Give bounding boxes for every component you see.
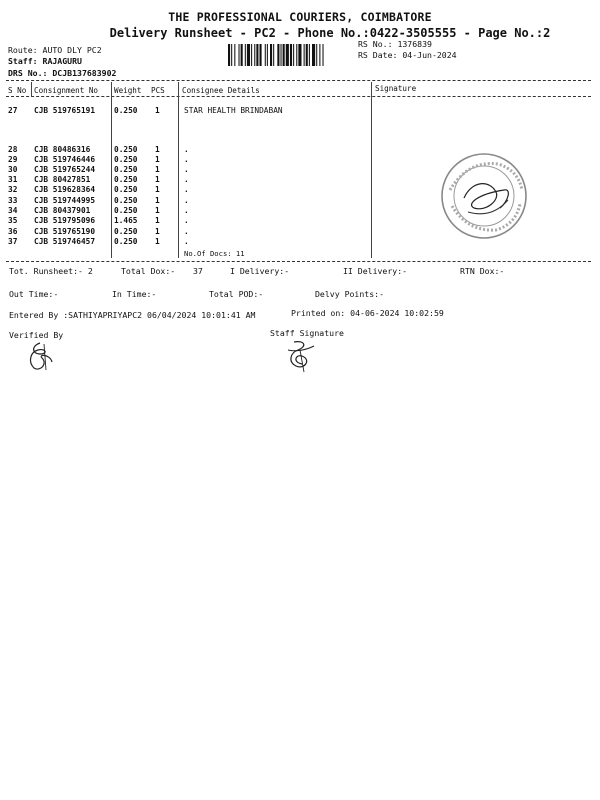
barcode-bar xyxy=(245,44,246,66)
company-name: THE PROFESSIONAL COURIERS, COIMBATORE xyxy=(168,10,432,24)
barcode-bar xyxy=(239,44,240,66)
barcode xyxy=(228,44,354,66)
cell-consignment: CJB 519628364 xyxy=(34,185,96,194)
cell-weight: 0.250 xyxy=(114,106,138,115)
cell-pcs: 1 xyxy=(155,106,160,115)
cell-sno: 28 xyxy=(8,145,18,154)
table-header-rule xyxy=(6,96,591,97)
cell-sno: 34 xyxy=(8,206,18,215)
barcode-bar xyxy=(270,44,272,66)
total-pod: Total POD:- xyxy=(209,289,264,299)
barcode-bar xyxy=(260,44,262,66)
header-signature: Signature xyxy=(375,84,417,93)
header-sno: S No xyxy=(8,86,27,95)
rs-date-row xyxy=(358,50,457,60)
runsheet-title: Delivery Runsheet - PC2 - Phone No.:0422-3505555 - Page No.:2 xyxy=(109,26,551,40)
cell-weight: 0.250 xyxy=(114,155,138,164)
cell-weight: 0.250 xyxy=(114,227,138,236)
rs-no-label: RS No.: xyxy=(358,39,393,49)
header-consignment: Consignment No xyxy=(34,86,99,95)
cell-consignee: . xyxy=(184,145,189,154)
cell-weight: 0.250 xyxy=(114,165,138,174)
staff-signature-label: Staff Signature xyxy=(270,328,344,338)
header-consignee: Consignee Details xyxy=(182,86,260,95)
cell-pcs: 1 xyxy=(155,165,160,174)
verifier-signature xyxy=(26,340,58,374)
total-dox-label: Total Dox:- xyxy=(121,266,176,276)
cell-pcs: 1 xyxy=(155,216,160,225)
ii-delivery: II Delivery:- xyxy=(343,266,408,276)
verified-by-label: Verified By xyxy=(9,330,64,340)
header-pcs: PCS xyxy=(151,86,165,95)
cell-consignment: CJB 519795096 xyxy=(34,216,96,225)
route-value: AUTO DLY PC2 xyxy=(42,45,102,55)
barcode-bar xyxy=(319,44,320,66)
rs-date-value: 04-Jun-2024 xyxy=(402,50,457,60)
in-time: In Time:- xyxy=(112,289,157,299)
cell-consignment: CJB 519765190 xyxy=(34,227,96,236)
barcode-bar xyxy=(228,44,230,66)
no-of-docs: No.Of Docs: 11 xyxy=(184,249,245,258)
col-divider xyxy=(31,82,32,96)
barcode-bar xyxy=(298,44,301,66)
cell-pcs: 1 xyxy=(155,155,160,164)
total-dox-value: 37 xyxy=(193,266,203,276)
barcode-bar xyxy=(309,44,310,66)
staff-row xyxy=(8,56,82,66)
barcode-bar xyxy=(290,44,292,66)
cell-sno: 30 xyxy=(8,165,18,174)
rtn-dox: RTN Dox:- xyxy=(460,266,505,276)
cell-consignee: . xyxy=(184,196,189,205)
cell-weight: 0.250 xyxy=(114,145,138,154)
barcode-bar xyxy=(234,44,235,66)
cell-consignee: . xyxy=(184,165,189,174)
cell-weight: 0.250 xyxy=(114,175,138,184)
cell-consignee: . xyxy=(184,227,189,236)
barcode-bar xyxy=(293,44,294,66)
cell-weight: 0.250 xyxy=(114,237,138,246)
rs-no-row xyxy=(358,39,432,49)
cell-sno: 37 xyxy=(8,237,18,246)
barcode-bar xyxy=(277,44,279,66)
cell-consignee: . xyxy=(184,155,189,164)
barcode-bar xyxy=(265,44,266,66)
header-weight: Weight xyxy=(114,86,142,95)
drs-value: DCJB137683902 xyxy=(52,68,117,78)
cell-weight: 0.250 xyxy=(114,206,138,215)
barcode-bar xyxy=(273,44,274,66)
cell-consignment: CJB 519744995 xyxy=(34,196,96,205)
cell-consignment: CJB 80486316 xyxy=(34,145,91,154)
cell-pcs: 1 xyxy=(155,237,160,246)
barcode-bar xyxy=(316,44,317,66)
cell-sno: 33 xyxy=(8,196,18,205)
rs-no-value: 1376839 xyxy=(397,39,432,49)
cell-consignee: . xyxy=(184,206,189,215)
cell-sno: 27 xyxy=(8,106,18,115)
cell-pcs: 1 xyxy=(155,196,160,205)
staff-value: RAJAGURU xyxy=(42,56,82,66)
cell-consignee: STAR HEALTH BRINDABAN xyxy=(184,106,283,115)
cell-sno: 29 xyxy=(8,155,18,164)
barcode-bar xyxy=(304,44,305,66)
company-stamp xyxy=(438,150,530,242)
cell-pcs: 1 xyxy=(155,206,160,215)
cell-weight: 0.250 xyxy=(114,196,138,205)
col-divider xyxy=(111,82,112,258)
cell-consignment: CJB 519765244 xyxy=(34,165,96,174)
barcode-bar xyxy=(247,44,250,66)
col-divider xyxy=(178,82,179,258)
drs-label: DRS No.: xyxy=(8,68,48,78)
barcode-bar xyxy=(323,44,324,66)
cell-consignment: CJB 519765191 xyxy=(34,106,96,115)
staff-label: Staff: xyxy=(8,56,38,66)
cell-consignee: . xyxy=(184,237,189,246)
tot-runsheet: Tot. Runsheet:- 2 xyxy=(9,266,93,276)
entered-by: Entered By :SATHIYAPRIYAPC2 06/04/2024 10:01:41 AM xyxy=(9,310,256,320)
cell-pcs: 1 xyxy=(155,175,160,184)
barcode-bar xyxy=(231,44,232,66)
table-bottom-rule xyxy=(6,261,591,262)
barcode-bar xyxy=(241,44,243,66)
cell-consignee: . xyxy=(184,185,189,194)
barcode-bar xyxy=(283,44,285,66)
delvy-points: Delvy Points:- xyxy=(315,289,385,299)
barcode-bar xyxy=(254,44,255,66)
cell-pcs: 1 xyxy=(155,227,160,236)
barcode-bar xyxy=(312,44,315,66)
cell-consignment: CJB 80437901 xyxy=(34,206,91,215)
barcode-bar xyxy=(281,44,282,66)
i-delivery: I Delivery:- xyxy=(230,266,290,276)
barcode-bar xyxy=(251,44,252,66)
route-row xyxy=(8,45,102,55)
staff-signature xyxy=(284,338,318,374)
table-top-rule xyxy=(6,80,591,81)
cell-sno: 32 xyxy=(8,185,18,194)
barcode-bar xyxy=(296,44,297,66)
cell-pcs: 1 xyxy=(155,145,160,154)
printed-on: Printed on: 04-06-2024 10:02:59 xyxy=(291,308,444,318)
cell-consignment: CJB 519746457 xyxy=(34,237,96,246)
cell-weight: 0.250 xyxy=(114,185,138,194)
barcode-bar xyxy=(306,44,308,66)
barcode-bar xyxy=(256,44,258,66)
route-label: Route: xyxy=(8,45,38,55)
barcode-bar xyxy=(267,44,268,66)
cell-sno: 31 xyxy=(8,175,18,184)
cell-consignee: . xyxy=(184,216,189,225)
rs-date-label: RS Date: xyxy=(358,50,398,60)
cell-sno: 36 xyxy=(8,227,18,236)
cell-weight: 1.465 xyxy=(114,216,138,225)
col-divider xyxy=(371,82,372,258)
cell-sno: 35 xyxy=(8,216,18,225)
barcode-bar xyxy=(286,44,289,66)
cell-pcs: 1 xyxy=(155,185,160,194)
cell-consignment: CJB 519746446 xyxy=(34,155,96,164)
out-time: Out Time:- xyxy=(9,289,59,299)
cell-consignment: CJB 80427851 xyxy=(34,175,91,184)
cell-consignee: . xyxy=(184,175,189,184)
drs-row xyxy=(8,68,116,78)
